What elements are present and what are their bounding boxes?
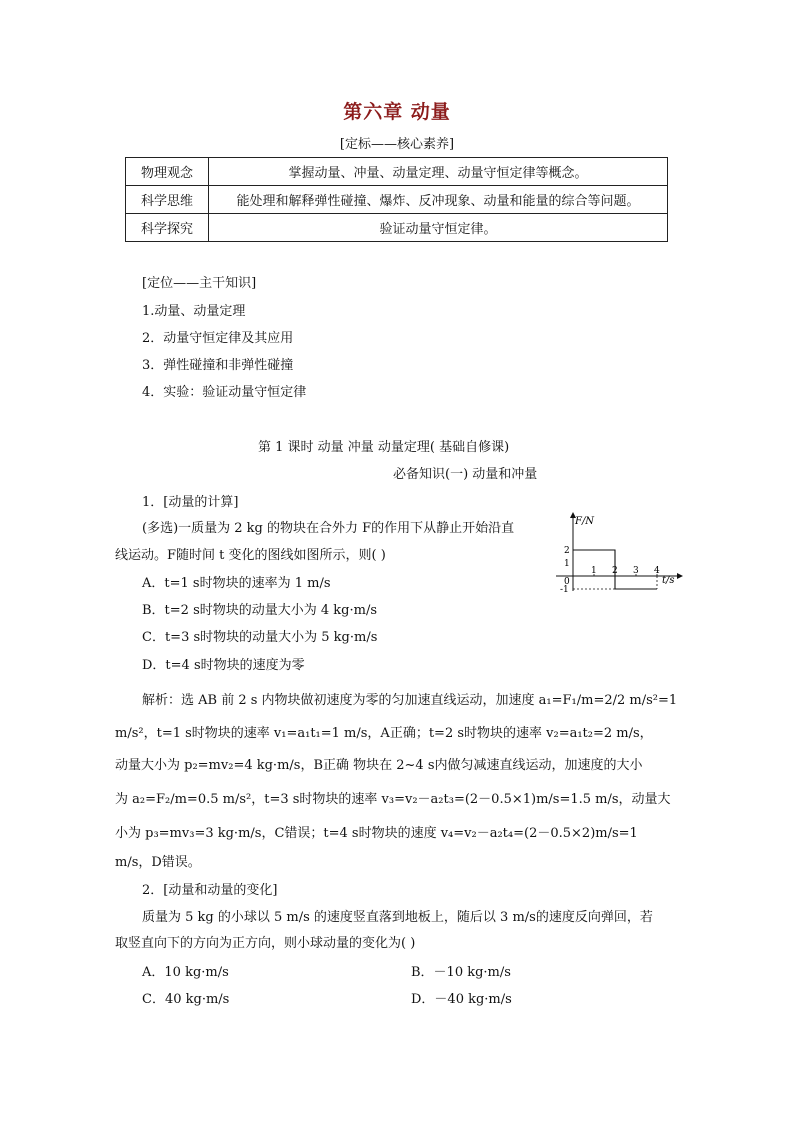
q2-option: A．10 kg·m/s bbox=[142, 965, 229, 980]
core-standards-table bbox=[125, 157, 668, 242]
q1-option: D．t=4 s时物块的速度为零 bbox=[142, 658, 305, 673]
standard-value: 能处理和解释弹性碰撞、爆炸、反冲现象、动量和能量的综合等问题。 bbox=[209, 186, 668, 214]
x-tick-label: 4 bbox=[654, 566, 660, 576]
y-axis-label: F/N bbox=[575, 516, 595, 527]
x-tick-label: 2 bbox=[612, 566, 618, 576]
standard-value: 验证动量守恒定律。 bbox=[209, 214, 668, 242]
q1-option: B．t=2 s时物块的动量大小为 4 kg·m/s bbox=[142, 603, 377, 618]
q2-option: C．40 kg·m/s bbox=[142, 992, 230, 1007]
q1-analysis-line: 解析：选 AB 前 2 s 内物块做初速度为零的匀加速直线运动，加速度 a₁=F₁/m=2/2 m/s²=1 bbox=[142, 693, 678, 708]
position-heading: [定位——主干知识] bbox=[142, 276, 257, 291]
table-row bbox=[126, 186, 668, 214]
x-tick-label: 1 bbox=[591, 566, 597, 576]
q1-analysis-line: m/s²，t=1 s时物块的速率 v₁=a₁t₁=1 m/s，A正确；t=2 s时物块的速率 v₂=a₁t₂=2 m/s， bbox=[115, 726, 653, 741]
x-tick-label: 3 bbox=[633, 566, 639, 576]
y-tick-label: 2 bbox=[564, 546, 570, 556]
origin-label: 0 bbox=[564, 577, 570, 587]
section-title: 必备知识(一) 动量和冲量 bbox=[393, 467, 538, 482]
topic-item: 1.动量、动量定理 bbox=[142, 304, 246, 319]
q2-stem: 取竖直向下的方向为正方向，则小球动量的变化为( ) bbox=[115, 936, 416, 951]
chapter-title: 第六章 动量 bbox=[343, 101, 451, 123]
table-row bbox=[126, 158, 668, 186]
q1-option: A．t=1 s时物块的速率为 1 m/s bbox=[142, 576, 331, 591]
table-row bbox=[126, 214, 668, 242]
y-tick-label: -1 bbox=[560, 585, 569, 594]
q1-analysis-line: 小为 p₃=mv₃=3 kg·m/s，C错误；t=4 s时物块的速度 v₄=v₂－a₂t₄=(2－0.5×2)m/s=1 bbox=[115, 826, 638, 841]
topic-item: 2．动量守恒定律及其应用 bbox=[142, 331, 294, 346]
q1-stem: (多选)一质量为 2 kg 的物块在合外力 F的作用下从静止开始沿直 bbox=[142, 521, 515, 536]
standard-key: 物理观念 bbox=[126, 158, 209, 186]
q1-stem: 线运动。F随时间 t 变化的图线如图所示，则( ) bbox=[115, 548, 386, 563]
lesson-title: 第 1 课时 动量 冲量 动量定理( 基础自修课) bbox=[258, 440, 510, 455]
force-time-chart bbox=[548, 509, 688, 594]
q1-analysis-line: 动量大小为 p₂=mv₂=4 kg·m/s，B正确 物块在 2~4 s内做匀减速直线运动，加速度的大小 bbox=[115, 758, 643, 773]
q1-option: C．t=3 s时物块的动量大小为 5 kg·m/s bbox=[142, 630, 378, 645]
standard-key: 科学探究 bbox=[126, 214, 209, 242]
q2-heading: 2．[动量和动量的变化] bbox=[142, 883, 278, 898]
y-tick-label: 1 bbox=[564, 559, 570, 569]
q1-heading: 1．[动量的计算] bbox=[142, 495, 239, 510]
topic-item: 4．实验：验证动量守恒定律 bbox=[142, 385, 307, 400]
topic-item: 3．弹性碰撞和非弹性碰撞 bbox=[142, 358, 294, 373]
q1-analysis-line: 为 a₂=F₂/m=0.5 m/s²，t=3 s时物块的速率 v₃=v₂－a₂t₃=(2－0.5×1)m/s=1.5 m/s，动量大 bbox=[115, 792, 671, 807]
q2-option: D．－40 kg·m/s bbox=[411, 992, 512, 1007]
x-axis-label: t/s bbox=[662, 575, 675, 586]
standard-key: 科学思维 bbox=[126, 186, 209, 214]
standards-subtitle: [定标——核心素养] bbox=[339, 137, 455, 152]
q1-analysis-line: m/s，D错误。 bbox=[115, 855, 201, 870]
standard-value: 掌握动量、冲量、动量定理、动量守恒定律等概念。 bbox=[209, 158, 668, 186]
q2-stem: 质量为 5 kg 的小球以 5 m/s 的速度竖直落到地板上，随后以 3 m/s的速度反向弹回，若 bbox=[142, 910, 653, 925]
q2-option: B．－10 kg·m/s bbox=[411, 965, 511, 980]
